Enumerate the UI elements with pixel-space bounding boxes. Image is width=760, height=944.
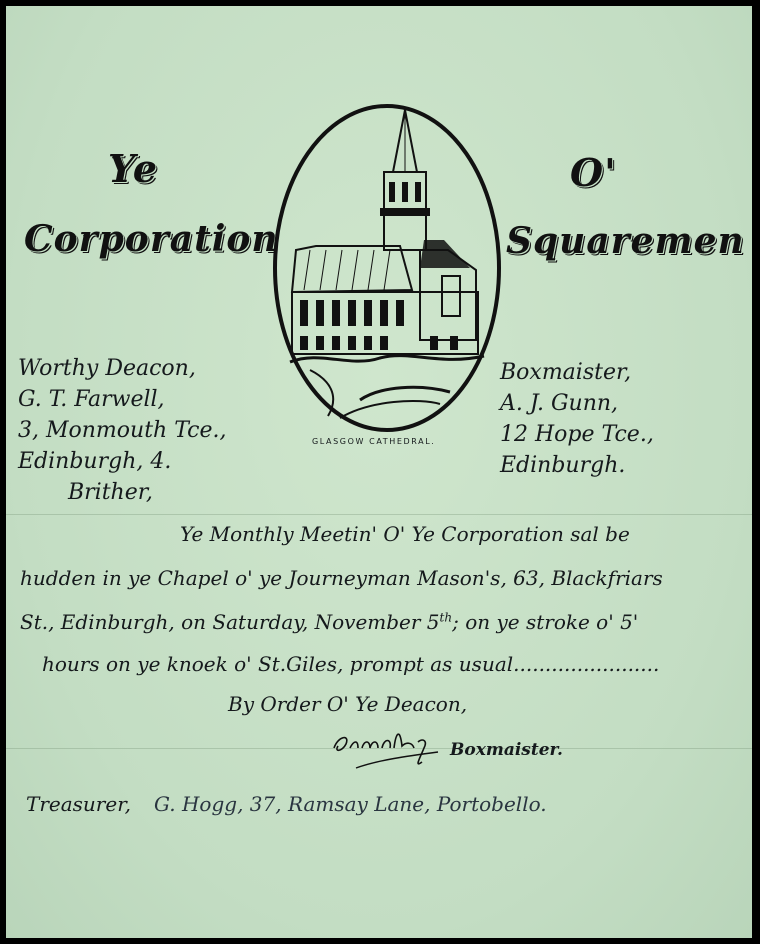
heading-squaremen: Squaremen bbox=[506, 220, 745, 262]
message-line-1: Ye Monthly Meetin' O' Ye Corporation sal be bbox=[180, 522, 630, 546]
message-line-4: hours on ye knoek o' St.Giles, prompt as usual....................... bbox=[42, 652, 660, 676]
handwritten-signature bbox=[328, 718, 448, 772]
deacon-street: 3, Monmouth Tce., bbox=[18, 418, 227, 443]
heading-o: O' bbox=[570, 150, 617, 195]
deacon-name: G. T. Farwell, bbox=[18, 387, 165, 412]
glasgow-cathedral-illustration bbox=[270, 100, 504, 444]
message-line-2: hudden in ye Chapel o' ye Journeyman Mason's, 63, Blackfriars bbox=[20, 566, 663, 590]
heading-ye: Ye bbox=[108, 146, 159, 191]
fold-line bbox=[6, 514, 752, 515]
boxmaister-city: Edinburgh. bbox=[500, 453, 626, 478]
letter-sheet bbox=[6, 6, 752, 938]
message-line-3 bbox=[20, 610, 638, 634]
order-line: By Order O' Ye Deacon, bbox=[228, 692, 468, 716]
signature-title: Boxmaister. bbox=[450, 740, 563, 760]
illustration-caption: GLASGOW CATHEDRAL. bbox=[312, 437, 436, 446]
heading-corporation: Corporation bbox=[24, 218, 279, 260]
boxmaister-name: A. J. Gunn, bbox=[500, 391, 619, 416]
message-line-3-start: St., Edinburgh, on Saturday, November 5 bbox=[20, 610, 440, 634]
message-line-3-end: ; on ye stroke o' 5' bbox=[452, 610, 639, 634]
salutation: Brither, bbox=[68, 480, 153, 505]
boxmaister-street: 12 Hope Tce., bbox=[500, 422, 654, 447]
boxmaister-title: Boxmaister, bbox=[500, 360, 632, 385]
treasurer-name: G. Hogg, 37, Ramsay Lane, Portobello. bbox=[154, 792, 547, 816]
deacon-title: Worthy Deacon, bbox=[18, 356, 196, 381]
message-line-3-sup: th bbox=[439, 610, 453, 625]
deacon-city: Edinburgh, 4. bbox=[18, 449, 172, 474]
treasurer-label: Treasurer, bbox=[26, 792, 131, 816]
